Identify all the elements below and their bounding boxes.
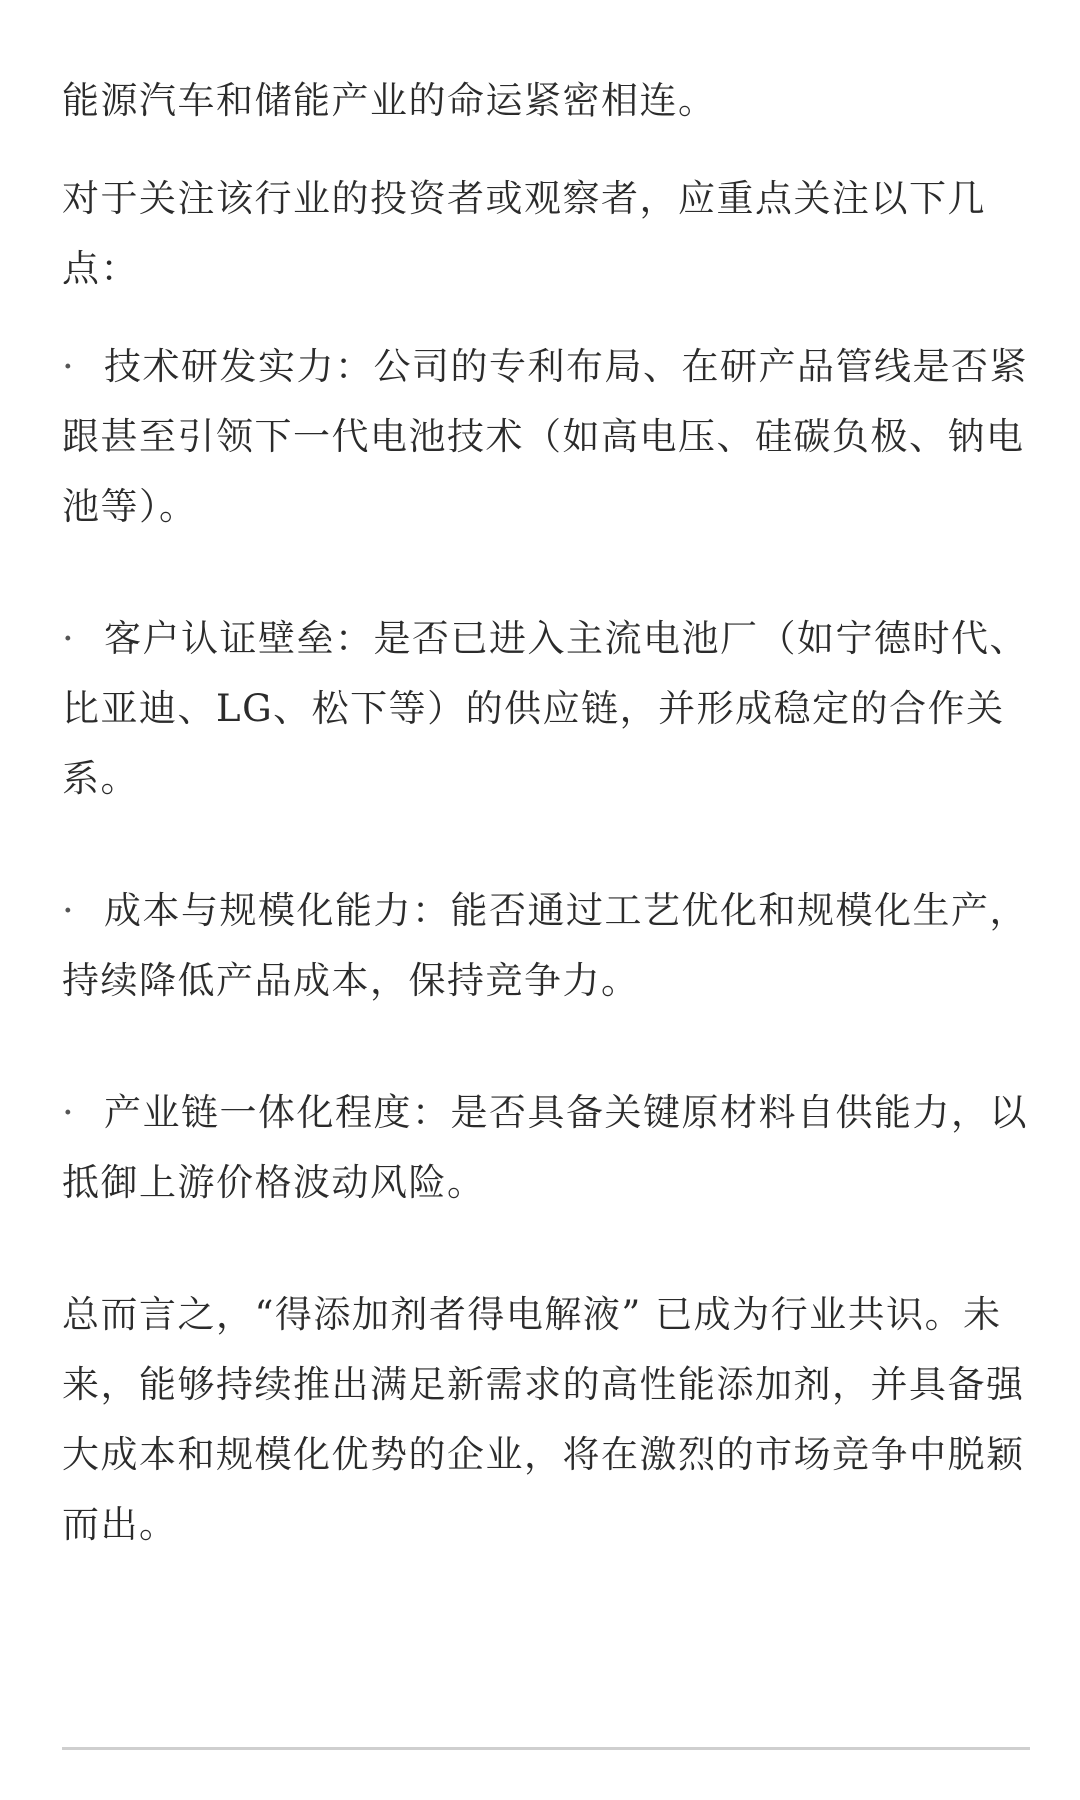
article-body: [62, 66, 1030, 1560]
spacer: [62, 542, 1030, 604]
bullet-point-supply-chain: [62, 1078, 1030, 1218]
bullet-point-customer: [62, 604, 1030, 814]
spacer: [62, 814, 1030, 876]
spacer: [62, 1016, 1030, 1078]
bullet-text: 客户认证壁垒：是否已进入主流电池厂（如宁德时代、比亚迪、LG、松下等）的供应链，并形成稳定的合作关系。: [62, 617, 1028, 800]
bullet-icon: ·: [62, 1091, 76, 1134]
bullet-point-tech: [62, 332, 1030, 542]
spacer: [62, 136, 1030, 164]
spacer: [62, 304, 1030, 332]
lead-paragraph: 对于关注该行业的投资者或观察者，应重点关注以下几点：: [62, 177, 986, 290]
intro-paragraph: 能源汽车和储能产业的命运紧密相连。: [62, 79, 717, 122]
spacer: [62, 1218, 1030, 1280]
bullet-icon: ·: [62, 889, 76, 932]
bullet-text: 产业链一体化程度：是否具备关键原材料自供能力，以抵御上游价格波动风险。: [62, 1091, 1028, 1204]
divider-line: [62, 1747, 1030, 1750]
bullet-text: 技术研发实力：公司的专利布局、在研产品管线是否紧跟甚至引领下一代电池技术（如高电压、硅碳负极、钠电池等）。: [62, 345, 1028, 528]
bullet-point-cost: [62, 876, 1030, 1016]
bullet-icon: ·: [62, 345, 76, 388]
conclusion-paragraph: 总而言之，“得添加剂者得电解液” 已成为行业共识。未来，能够持续推出满足新需求的高性能添加剂，并具备强大成本和规模化优势的企业，将在激烈的市场竞争中脱颖而出。: [62, 1293, 1025, 1546]
bullet-text: 成本与规模化能力：能否通过工艺优化和规模化生产，持续降低产品成本，保持竞争力。: [62, 889, 1028, 1002]
bullet-icon: ·: [62, 617, 76, 660]
